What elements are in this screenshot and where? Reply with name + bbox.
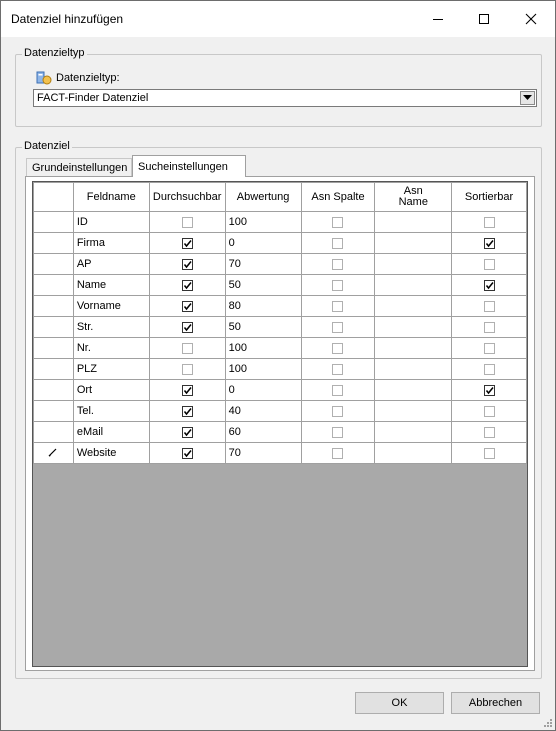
cell-sortierbar[interactable] — [452, 359, 527, 380]
cell-abwertung[interactable]: 70 — [225, 443, 301, 464]
cell-feldname[interactable]: Website — [73, 443, 149, 464]
check-icon — [183, 260, 192, 269]
cell-asn-spalte[interactable] — [301, 275, 375, 296]
durchsuchbar-checkbox[interactable] — [182, 343, 193, 354]
sortierbar-checkbox[interactable] — [484, 406, 495, 417]
check-icon — [183, 302, 192, 311]
durchsuchbar-checkbox[interactable] — [182, 301, 193, 312]
cell-asn-spalte[interactable] — [301, 443, 375, 464]
cell-asn-name[interactable] — [375, 401, 452, 422]
cell-asn-name[interactable] — [375, 275, 452, 296]
row-header[interactable] — [34, 359, 74, 380]
cell-abwertung[interactable]: 100 — [225, 359, 301, 380]
durchsuchbar-checkbox[interactable] — [182, 322, 193, 333]
table-row[interactable] — [34, 233, 527, 254]
minimize-icon — [432, 13, 444, 25]
check-icon — [183, 323, 192, 332]
asn-spalte-checkbox[interactable] — [332, 217, 343, 228]
check-icon — [183, 386, 192, 395]
minimize-button[interactable] — [415, 1, 461, 37]
grid-body — [34, 212, 527, 464]
cell-feldname[interactable]: ID — [73, 212, 149, 233]
dropdown-button[interactable] — [520, 91, 535, 105]
check-icon — [183, 428, 192, 437]
row-header[interactable] — [34, 338, 74, 359]
row-header[interactable] — [34, 233, 74, 254]
check-icon — [183, 239, 192, 248]
table-row[interactable] — [34, 296, 527, 317]
cell-asn-name[interactable] — [375, 359, 452, 380]
asn-spalte-checkbox[interactable] — [332, 238, 343, 249]
maximize-button[interactable] — [461, 1, 507, 37]
grid-header-row — [34, 183, 527, 212]
table-row[interactable] — [34, 275, 527, 296]
cell-durchsuchbar[interactable] — [149, 380, 225, 401]
cell-durchsuchbar[interactable] — [149, 254, 225, 275]
sortierbar-checkbox[interactable] — [484, 385, 495, 396]
cell-asn-name[interactable] — [375, 233, 452, 254]
cell-abwertung[interactable]: 50 — [225, 275, 301, 296]
cell-asn-spalte[interactable] — [301, 380, 375, 401]
asn-spalte-checkbox[interactable] — [332, 322, 343, 333]
cell-durchsuchbar[interactable] — [149, 296, 225, 317]
cell-asn-spalte[interactable] — [301, 317, 375, 338]
check-icon — [183, 407, 192, 416]
row-header[interactable] — [34, 401, 74, 422]
cell-durchsuchbar[interactable] — [149, 422, 225, 443]
cell-durchsuchbar[interactable] — [149, 212, 225, 233]
tab-sucheinstellungen[interactable]: Sucheinstellungen — [132, 155, 246, 177]
cell-abwertung[interactable]: 100 — [225, 338, 301, 359]
check-icon — [183, 281, 192, 290]
table-row[interactable] — [34, 317, 527, 338]
column-header-abwertung[interactable]: Abwertung — [225, 183, 301, 212]
durchsuchbar-checkbox[interactable] — [182, 406, 193, 417]
cell-asn-name[interactable] — [375, 296, 452, 317]
cell-abwertung[interactable]: 0 — [225, 233, 301, 254]
cell-abwertung[interactable]: 50 — [225, 317, 301, 338]
sortierbar-checkbox[interactable] — [484, 448, 495, 459]
cell-asn-name[interactable] — [375, 380, 452, 401]
cell-sortierbar[interactable] — [452, 380, 527, 401]
cell-abwertung[interactable]: 0 — [225, 380, 301, 401]
table-row[interactable] — [34, 380, 527, 401]
cell-abwertung[interactable]: 100 — [225, 212, 301, 233]
cell-asn-name[interactable] — [375, 254, 452, 275]
tab-panel-search — [25, 176, 535, 671]
cell-asn-spalte[interactable] — [301, 422, 375, 443]
cell-sortierbar[interactable] — [452, 338, 527, 359]
datasource-type-group — [15, 47, 542, 127]
asn-spalte-checkbox[interactable] — [332, 364, 343, 375]
search-settings-grid[interactable] — [32, 181, 528, 667]
maximize-icon — [478, 13, 490, 25]
cell-asn-spalte[interactable] — [301, 359, 375, 380]
row-header-corner — [34, 183, 74, 212]
sortierbar-checkbox[interactable] — [484, 343, 495, 354]
row-header[interactable] — [34, 422, 74, 443]
cancel-button[interactable]: Abbrechen — [451, 692, 540, 714]
durchsuchbar-checkbox[interactable] — [182, 238, 193, 249]
durchsuchbar-checkbox[interactable] — [182, 364, 193, 375]
type-label: Datenzieltyp: — [56, 72, 120, 84]
cell-sortierbar[interactable] — [452, 443, 527, 464]
check-icon — [485, 239, 494, 248]
window-title: Datenziel hinzufügen — [11, 12, 124, 26]
cell-durchsuchbar[interactable] — [149, 233, 225, 254]
cell-feldname[interactable]: PLZ — [73, 359, 149, 380]
datasource-type-select[interactable] — [33, 89, 537, 107]
row-header[interactable] — [34, 254, 74, 275]
cell-asn-spalte[interactable] — [301, 338, 375, 359]
column-header-feldname[interactable]: Feldname — [73, 183, 149, 212]
cell-asn-name[interactable] — [375, 443, 452, 464]
cell-sortierbar[interactable] — [452, 212, 527, 233]
cell-feldname[interactable]: Str. — [73, 317, 149, 338]
check-icon — [485, 281, 494, 290]
row-header[interactable] — [34, 380, 74, 401]
cell-asn-name[interactable] — [375, 317, 452, 338]
durchsuchbar-checkbox[interactable] — [182, 385, 193, 396]
cell-durchsuchbar[interactable] — [149, 317, 225, 338]
tab-grundeinstellungen[interactable]: Grundeinstellungen — [26, 158, 132, 176]
asn-spalte-checkbox[interactable] — [332, 259, 343, 270]
cell-sortierbar[interactable] — [452, 401, 527, 422]
asn-spalte-checkbox[interactable] — [332, 427, 343, 438]
cell-abwertung[interactable]: 40 — [225, 401, 301, 422]
cell-asn-name[interactable] — [375, 338, 452, 359]
cell-sortierbar[interactable] — [452, 422, 527, 443]
close-button[interactable] — [508, 1, 554, 37]
cell-feldname[interactable]: Nr. — [73, 338, 149, 359]
durchsuchbar-checkbox[interactable] — [182, 448, 193, 459]
asn-spalte-checkbox[interactable] — [332, 301, 343, 312]
asn-spalte-checkbox[interactable] — [332, 406, 343, 417]
sortierbar-checkbox[interactable] — [484, 280, 495, 291]
cell-feldname[interactable]: AP — [73, 254, 149, 275]
table-row[interactable] — [34, 443, 527, 464]
cell-durchsuchbar[interactable] — [149, 275, 225, 296]
close-icon — [525, 13, 537, 25]
cell-asn-spalte[interactable] — [301, 401, 375, 422]
table-row[interactable] — [34, 422, 527, 443]
asn-spalte-checkbox[interactable] — [332, 343, 343, 354]
cell-feldname[interactable]: Vorname — [73, 296, 149, 317]
cell-feldname[interactable]: Tel. — [73, 401, 149, 422]
select-value: FACT-Finder Datenziel — [37, 92, 149, 104]
asn-spalte-checkbox[interactable] — [332, 385, 343, 396]
type-label-row — [36, 70, 120, 86]
datasource-group — [15, 140, 542, 679]
durchsuchbar-checkbox[interactable] — [182, 259, 193, 270]
cell-asn-spalte[interactable] — [301, 254, 375, 275]
cell-feldname[interactable]: Firma — [73, 233, 149, 254]
cell-sortierbar[interactable] — [452, 233, 527, 254]
cell-durchsuchbar[interactable] — [149, 338, 225, 359]
datasource-icon — [36, 70, 52, 86]
cell-abwertung[interactable]: 80 — [225, 296, 301, 317]
cell-asn-spalte[interactable] — [301, 212, 375, 233]
cell-durchsuchbar[interactable] — [149, 443, 225, 464]
row-header[interactable] — [34, 296, 74, 317]
cell-sortierbar[interactable] — [452, 254, 527, 275]
cell-abwertung[interactable]: 70 — [225, 254, 301, 275]
column-header-asn-name[interactable]: Asn Name — [375, 183, 452, 212]
cell-sortierbar[interactable] — [452, 275, 527, 296]
cell-durchsuchbar[interactable] — [149, 359, 225, 380]
row-header[interactable] — [34, 443, 74, 464]
column-header-asn-spalte[interactable]: Asn Spalte — [301, 183, 375, 212]
chevron-down-icon — [523, 95, 532, 101]
cell-sortierbar[interactable] — [452, 296, 527, 317]
resize-grip-icon[interactable] — [543, 718, 553, 728]
group-legend-type: Datenzieltyp — [24, 47, 85, 59]
cell-abwertung[interactable]: 60 — [225, 422, 301, 443]
sortierbar-checkbox[interactable] — [484, 301, 495, 312]
row-header[interactable] — [34, 212, 74, 233]
durchsuchbar-checkbox[interactable] — [182, 280, 193, 291]
column-header-durchsuchbar[interactable]: Durchsuchbar — [149, 183, 225, 212]
cell-durchsuchbar[interactable] — [149, 401, 225, 422]
row-header[interactable] — [34, 275, 74, 296]
sortierbar-checkbox[interactable] — [484, 322, 495, 333]
durchsuchbar-checkbox[interactable] — [182, 217, 193, 228]
asn-spalte-checkbox[interactable] — [332, 448, 343, 459]
column-header-sortierbar[interactable]: Sortierbar — [452, 183, 527, 212]
cell-feldname[interactable]: Name — [73, 275, 149, 296]
cell-asn-name[interactable] — [375, 422, 452, 443]
cell-feldname[interactable]: eMail — [73, 422, 149, 443]
title-bar[interactable] — [1, 1, 555, 37]
table-row[interactable] — [34, 359, 527, 380]
sortierbar-checkbox[interactable] — [484, 217, 495, 228]
sortierbar-checkbox[interactable] — [484, 238, 495, 249]
table-row[interactable] — [34, 212, 527, 233]
table-row[interactable] — [34, 254, 527, 275]
grid-table — [33, 182, 527, 464]
check-icon — [183, 449, 192, 458]
group-legend-target: Datenziel — [24, 140, 70, 152]
durchsuchbar-checkbox[interactable] — [182, 427, 193, 438]
cell-asn-spalte[interactable] — [301, 233, 375, 254]
check-icon — [485, 386, 494, 395]
cell-feldname[interactable]: Ort — [73, 380, 149, 401]
cell-asn-name[interactable] — [375, 212, 452, 233]
table-row[interactable] — [34, 401, 527, 422]
cell-sortierbar[interactable] — [452, 317, 527, 338]
row-header[interactable] — [34, 317, 74, 338]
sortierbar-checkbox[interactable] — [484, 364, 495, 375]
ok-button[interactable]: OK — [355, 692, 444, 714]
pencil-icon — [48, 447, 58, 457]
table-row[interactable] — [34, 338, 527, 359]
sortierbar-checkbox[interactable] — [484, 259, 495, 270]
asn-spalte-checkbox[interactable] — [332, 280, 343, 291]
sortierbar-checkbox[interactable] — [484, 427, 495, 438]
cell-asn-spalte[interactable] — [301, 296, 375, 317]
